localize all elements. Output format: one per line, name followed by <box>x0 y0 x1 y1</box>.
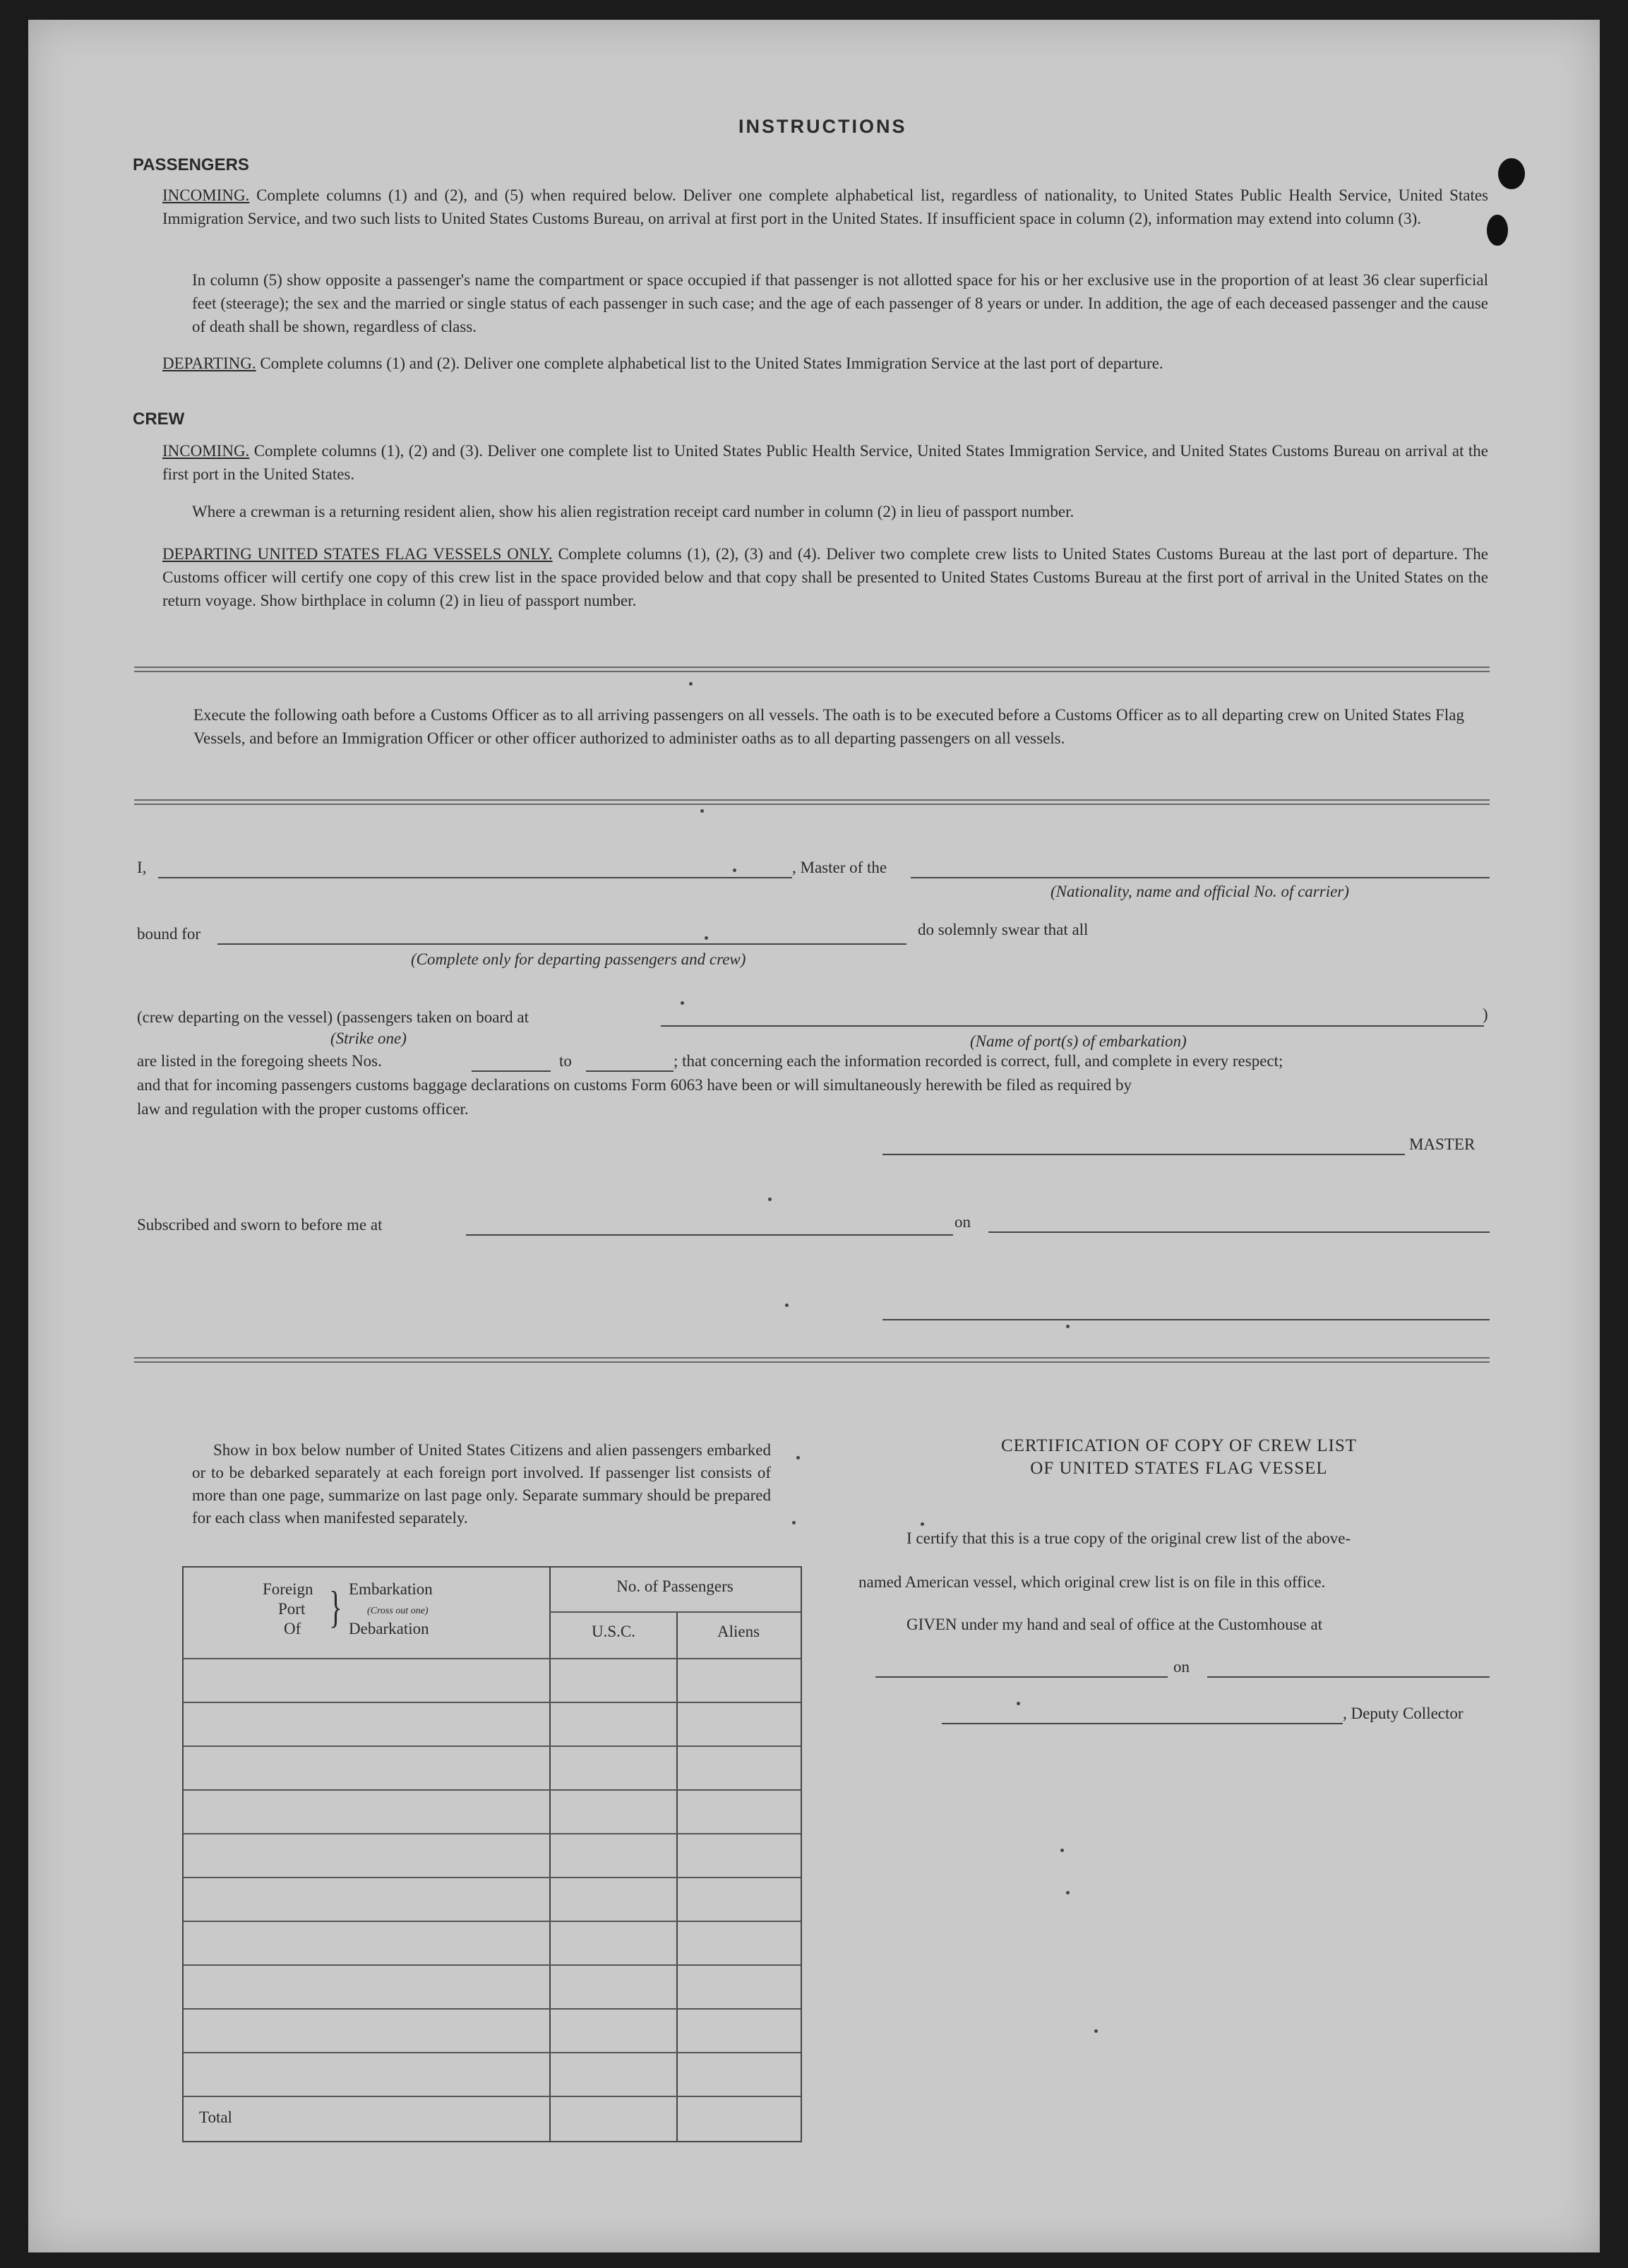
sworn-on-label: on <box>954 1213 971 1231</box>
strike-one-hint: (Strike one) <box>330 1029 407 1047</box>
crew-departing <box>162 542 1488 612</box>
speck <box>1094 2029 1098 2033</box>
master-name-field[interactable] <box>158 877 792 878</box>
carrier-hint: (Nationality, name and official No. of carrier) <box>1051 883 1349 900</box>
col-of: Of <box>284 1620 301 1637</box>
deputy-signature-field[interactable] <box>942 1723 1343 1724</box>
oath-intro: Execute the following oath before a Customs Officer as to all arriving passengers on all vessels. The oath is to be executed before a Customs Officer as to all departing crew on United States Flag Vessels, and before an Immigration Officer or other officer authorized to administer oaths as to all departing passengers on all vessels. <box>193 706 1464 747</box>
speck <box>1017 1702 1020 1705</box>
table-row-line <box>184 2096 801 2097</box>
oath-i-label: I, <box>137 859 147 876</box>
brace-glyph: } <box>329 1582 342 1632</box>
ports-hint: (Name of port(s) of embarkation) <box>970 1032 1187 1050</box>
passengers-departing-label: DEPARTING. <box>162 354 256 372</box>
table-row-line <box>184 1789 801 1791</box>
table-row-line <box>184 1702 801 1703</box>
speck <box>792 1521 796 1524</box>
summary-instructions: Show in box below number of United States Citizens and alien passengers embarked or to be debarked separately at each foreign port involved. If passenger list consists of more than one page, summarize on last page only. Separate summary should be prepared for each class when manifested separately. <box>192 1441 771 1527</box>
table-row-line <box>184 1921 801 1922</box>
certification-date-field[interactable] <box>1207 1676 1490 1678</box>
passengers-incoming-label: INCOMING. <box>162 186 250 204</box>
section-divider <box>134 1357 1490 1363</box>
subscribed-label: Subscribed and sworn to before me at <box>137 1216 383 1234</box>
speck <box>785 1303 789 1307</box>
master-label: MASTER <box>1409 1135 1476 1153</box>
table-row-line <box>184 1964 801 1966</box>
crew-incoming-label: INCOMING. <box>162 442 250 460</box>
passengers-heading: PASSENGERS <box>133 155 249 174</box>
bound-for-label: bound for <box>137 925 201 943</box>
sworn-place-field[interactable] <box>466 1234 953 1236</box>
speck <box>705 936 708 940</box>
section-divider <box>134 667 1490 672</box>
speck <box>796 1456 800 1460</box>
page-title: INSTRUCTIONS <box>738 116 907 137</box>
speck <box>1066 1325 1070 1328</box>
officer-signature-field[interactable] <box>882 1319 1490 1320</box>
ink-blot <box>1487 215 1508 246</box>
col-no-passengers: No. of Passengers <box>616 1577 734 1595</box>
embarkation-ports-field[interactable] <box>661 1025 1484 1027</box>
master-signature-field[interactable] <box>882 1154 1405 1155</box>
listed-law-text: law and regulation with the proper customs officer. <box>137 1100 469 1118</box>
speck <box>921 1522 924 1526</box>
certification-line-2: named American vessel, which original crew list is on file in this office. <box>858 1573 1326 1591</box>
crew-incoming-text: Complete columns (1), (2) and (3). Deliver one complete list to United States Public Health Service, United States Immigration Service, and United States Customs Bureau on arrival at the first port in the United States. <box>162 442 1488 483</box>
listed-to-label: to <box>559 1052 572 1070</box>
table-row-line <box>184 2052 801 2053</box>
passengers-column5: In column (5) show opposite a passenger's name the compartment or space occupied if that passenger is not allotted space for his or her exclusive use in the proportion of at least 36 clear superficial feet (steerage); the sex and the married or single status of each passenger in such case; and the age of each passenger of 8 years or under. In addition, the age of each deceased passenger and the cause of death shall be shown, regardless of class. <box>192 271 1488 335</box>
form-sheet <box>28 20 1600 2252</box>
table-row-line <box>184 2008 801 2010</box>
bound-for-field[interactable] <box>217 943 906 945</box>
passengers-incoming-text: Complete columns (1) and (2), and (5) when required below. Deliver one complete alphabetical list, regardless of nationality, to United States Public Health Service, United States Immigration Service, and two such lists to United States Customs Bureau, on arrival at first port in the United States. If insufficient space in column (2), information may extend into column (3). <box>162 186 1489 227</box>
customhouse-field[interactable] <box>875 1676 1168 1678</box>
speck <box>700 809 704 813</box>
table-row-line <box>184 1877 801 1878</box>
sheet-to-field[interactable] <box>586 1070 674 1072</box>
crew-departing-label: DEPARTING UNITED STATES FLAG VESSELS ONLY. <box>162 545 553 563</box>
col-cross-hint: (Cross out one) <box>367 1606 429 1616</box>
speck <box>1060 1849 1064 1852</box>
col-aliens: Aliens <box>717 1623 760 1640</box>
certification-on-label: on <box>1173 1658 1190 1676</box>
table-row-line <box>184 1833 801 1834</box>
swear-label: do solemnly swear that all <box>918 921 1089 938</box>
certification-title-1: CERTIFICATION OF COPY OF CREW LIST <box>1000 1436 1358 1455</box>
sworn-date-field[interactable] <box>988 1231 1490 1233</box>
close-paren: ) <box>1483 1005 1488 1023</box>
listed-declarations-text: and that for incoming passengers customs baggage declarations on customs Form 6063 have been or will simultaneously herewith be filed as required by <box>137 1076 1132 1094</box>
speck <box>1066 1891 1070 1894</box>
speck <box>768 1198 772 1201</box>
speck <box>689 682 693 686</box>
passengers-departing-text: Complete columns (1) and (2). Deliver one complete alphabetical list to the United States Immigration Service at the last port of departure. <box>260 354 1163 372</box>
crew-heading: CREW <box>133 410 185 429</box>
master-of-label: , Master of the <box>792 859 887 876</box>
col-port: Port <box>278 1600 306 1618</box>
ink-blot <box>1498 158 1525 189</box>
table-row-line <box>184 1745 801 1747</box>
crew-passengers-label: (crew departing on the vessel) (passengers taken on board at <box>137 1008 529 1026</box>
passenger-summary-table <box>182 1566 802 2142</box>
certification-line-3: GIVEN under my hand and seal of office at the Customhouse at <box>906 1616 1323 1633</box>
table-col-divider <box>676 1611 678 2141</box>
col-debarkation: Debarkation <box>349 1620 429 1637</box>
table-header-split <box>549 1611 801 1613</box>
speck <box>733 869 736 872</box>
certification-title-2: OF UNITED STATES FLAG VESSEL <box>1030 1459 1328 1478</box>
table-col-divider <box>549 1568 551 2141</box>
col-foreign: Foreign <box>263 1580 313 1598</box>
deputy-collector-label: , Deputy Collector <box>1343 1705 1464 1722</box>
certification-line-1: I certify that this is a true copy of the original crew list of the above- <box>906 1529 1351 1547</box>
sheet-from-field[interactable] <box>472 1070 551 1072</box>
col-embarkation: Embarkation <box>349 1580 433 1598</box>
crew-resident: Where a crewman is a returning resident alien, show his alien registration receipt card number in column (2) in lieu of passport number. <box>192 503 1075 520</box>
passengers-incoming <box>162 184 1488 230</box>
section-divider <box>134 799 1490 805</box>
table-row-line <box>184 1658 801 1659</box>
col-usc: U.S.C. <box>592 1623 635 1640</box>
crew-incoming <box>162 439 1488 486</box>
passengers-departing <box>162 352 1488 375</box>
carrier-field[interactable] <box>911 877 1490 878</box>
listed-correct-text: ; that concerning each the information recorded is correct, full, and complete in every respect; <box>674 1052 1283 1070</box>
listed-sheets-label: are listed in the foregoing sheets Nos. <box>137 1052 382 1070</box>
speck <box>681 1001 684 1005</box>
crew-departing-text: Complete columns (1), (2), (3) and (4). Deliver two complete crew lists to United States Customs Bureau at the last port of departure. The Customs officer will certify one copy of this crew list in the space provided below and that copy shall be presented to United States Customs Bureau at the first port of arrival in the United States on the return voyage. Show birthplace in column (2) in lieu of passport number. <box>162 545 1489 609</box>
bound-for-hint: (Complete only for departing passengers and crew) <box>411 950 746 968</box>
total-label: Total <box>199 2108 232 2126</box>
